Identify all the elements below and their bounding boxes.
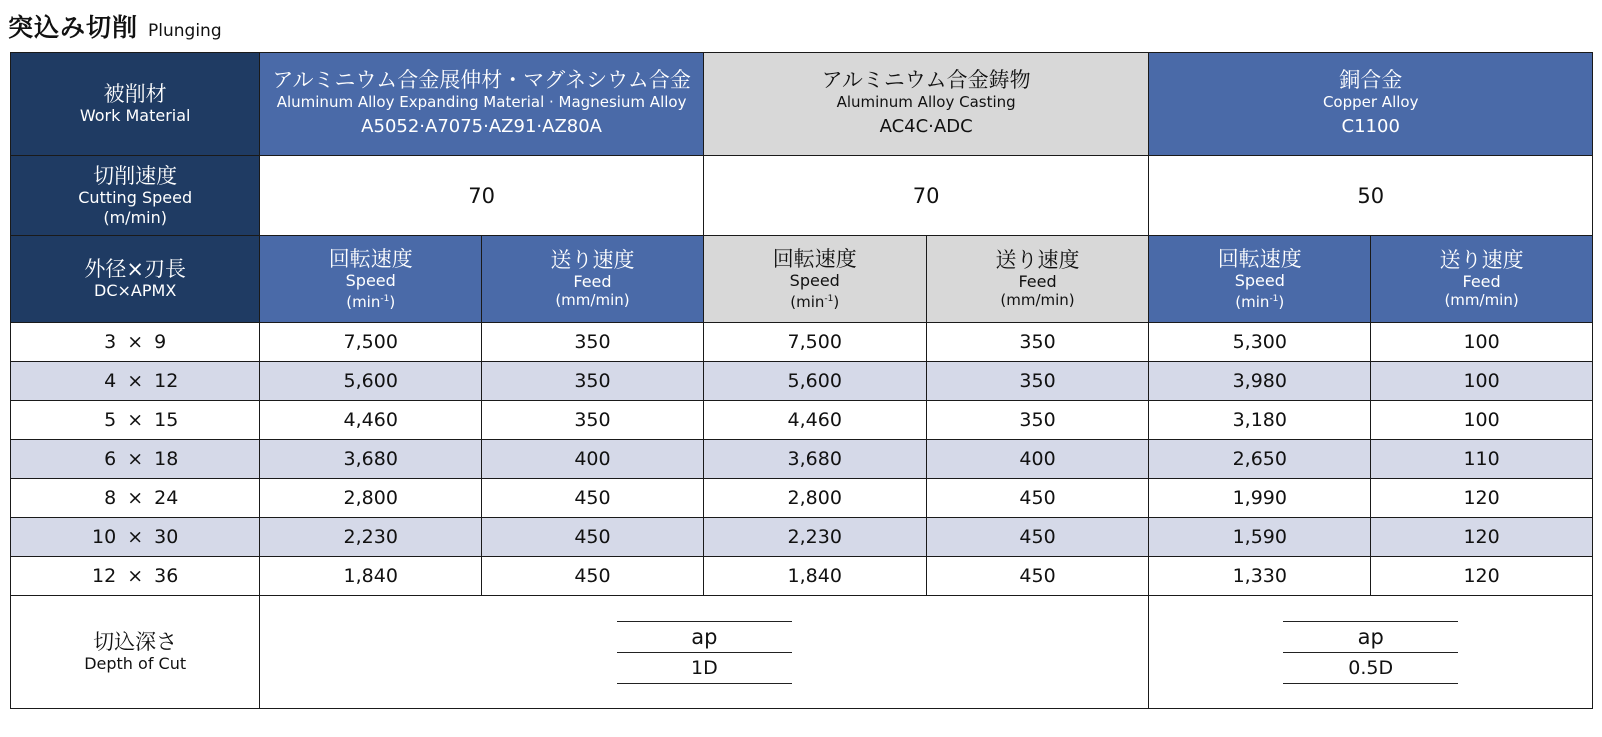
speed-cell: 7,500	[260, 323, 482, 362]
feed-cell: 120	[1371, 557, 1593, 596]
cutting-speed-value: 70	[260, 156, 704, 236]
page-title	[8, 8, 222, 42]
speed-cell: 4,460	[260, 401, 482, 440]
table-row	[11, 518, 1593, 557]
feed-cell: 350	[482, 362, 704, 401]
feed-cell: 450	[926, 557, 1149, 596]
feed-cell: 100	[1371, 401, 1593, 440]
dimension-cell: 6 × 18	[11, 440, 260, 479]
feed-cell: 450	[482, 479, 704, 518]
speed-cell: 3,680	[703, 440, 926, 479]
table-row	[11, 557, 1593, 596]
speed-cell: 3,180	[1149, 401, 1371, 440]
speed-cell: 2,230	[703, 518, 926, 557]
ap-value: 1D	[691, 656, 718, 679]
speed-cell: 1,840	[703, 557, 926, 596]
feed-cell: 100	[1371, 362, 1593, 401]
title-japanese: 突込み切削	[8, 13, 139, 42]
speed-header: 回転速度 Speed $(\min^{-1})$	[260, 236, 482, 323]
feed-cell: 100	[1371, 323, 1593, 362]
table-row	[11, 323, 1593, 362]
feed-header: 送り速度 Feed (mm/min)	[926, 236, 1149, 323]
speed-cell: 2,230	[260, 518, 482, 557]
ap-label: ap	[1357, 624, 1384, 649]
speed-cell: 3,680	[260, 440, 482, 479]
dimension-cell: 8 × 24	[11, 479, 260, 518]
speed-cell: 1,590	[1149, 518, 1371, 557]
feed-cell: 350	[482, 323, 704, 362]
feed-cell: 350	[926, 362, 1149, 401]
speed-cell: 1,990	[1149, 479, 1371, 518]
speed-header: 回転速度 Speed $(\min^{-1})$	[1149, 236, 1371, 323]
depth-of-cut-aluminum	[260, 596, 1149, 709]
dimension-cell: 4 × 12	[11, 362, 260, 401]
table-row	[11, 440, 1593, 479]
work-material-row	[11, 53, 1593, 156]
ap-label: ap	[691, 624, 718, 649]
depth-of-cut-label: 切込深さ Depth of Cut	[11, 596, 260, 709]
feed-cell: 120	[1371, 518, 1593, 557]
cutting-conditions-table	[10, 52, 1593, 709]
feed-cell: 450	[926, 479, 1149, 518]
title-english: Plunging	[148, 21, 222, 41]
material-aluminum-expanding: アルミニウム合金展伸材・マグネシウム合金 Aluminum Alloy Expanding Material · Magnesium Alloy A5052·A7075·AZ91·AZ80A	[260, 53, 704, 156]
feed-cell: 350	[926, 401, 1149, 440]
cutting-speed-label: 切削速度 Cutting Speed (m/min)	[11, 156, 260, 236]
speed-cell: 2,650	[1149, 440, 1371, 479]
ap-value: 0.5D	[1348, 656, 1394, 679]
cutting-speed-value: 70	[703, 156, 1149, 236]
speed-cell: 5,300	[1149, 323, 1371, 362]
table-row	[11, 479, 1593, 518]
dimension-cell: 12 × 36	[11, 557, 260, 596]
table-row	[11, 401, 1593, 440]
feed-cell: 450	[482, 518, 704, 557]
dimension-cell: 5 × 15	[11, 401, 260, 440]
feed-cell: 400	[482, 440, 704, 479]
dimension-cell: 10 × 30	[11, 518, 260, 557]
speed-cell: 7,500	[703, 323, 926, 362]
feed-cell: 450	[482, 557, 704, 596]
feed-cell: 450	[926, 518, 1149, 557]
sub-header-row	[11, 236, 1593, 323]
depth-of-cut-copper	[1149, 596, 1593, 709]
speed-cell: 2,800	[703, 479, 926, 518]
feed-cell: 120	[1371, 479, 1593, 518]
speed-cell: 5,600	[703, 362, 926, 401]
table-row	[11, 362, 1593, 401]
speed-cell: 1,330	[1149, 557, 1371, 596]
material-copper-alloy: 銅合金 Copper Alloy C1100	[1149, 53, 1593, 156]
cutting-speed-row	[11, 156, 1593, 236]
feed-header: 送り速度 Feed (mm/min)	[482, 236, 704, 323]
speed-header: 回転速度 Speed $(\min^{-1})$	[703, 236, 926, 323]
feed-cell: 350	[482, 401, 704, 440]
feed-header: 送り速度 Feed (mm/min)	[1371, 236, 1593, 323]
work-material-label: 被削材 Work Material	[11, 53, 260, 156]
feed-cell: 350	[926, 323, 1149, 362]
material-aluminum-casting: アルミニウム合金鋳物 Aluminum Alloy Casting AC4C·ADC	[703, 53, 1149, 156]
speed-cell: 1,840	[260, 557, 482, 596]
feed-cell: 400	[926, 440, 1149, 479]
depth-of-cut-row	[11, 596, 1593, 709]
speed-cell: 3,980	[1149, 362, 1371, 401]
dimension-cell: 3 × 9	[11, 323, 260, 362]
speed-cell: 5,600	[260, 362, 482, 401]
cutting-speed-value: 50	[1149, 156, 1593, 236]
speed-cell: 2,800	[260, 479, 482, 518]
dc-apmx-label: 外径×刃長 DC×APMX	[11, 236, 260, 323]
speed-cell: 4,460	[703, 401, 926, 440]
feed-cell: 110	[1371, 440, 1593, 479]
